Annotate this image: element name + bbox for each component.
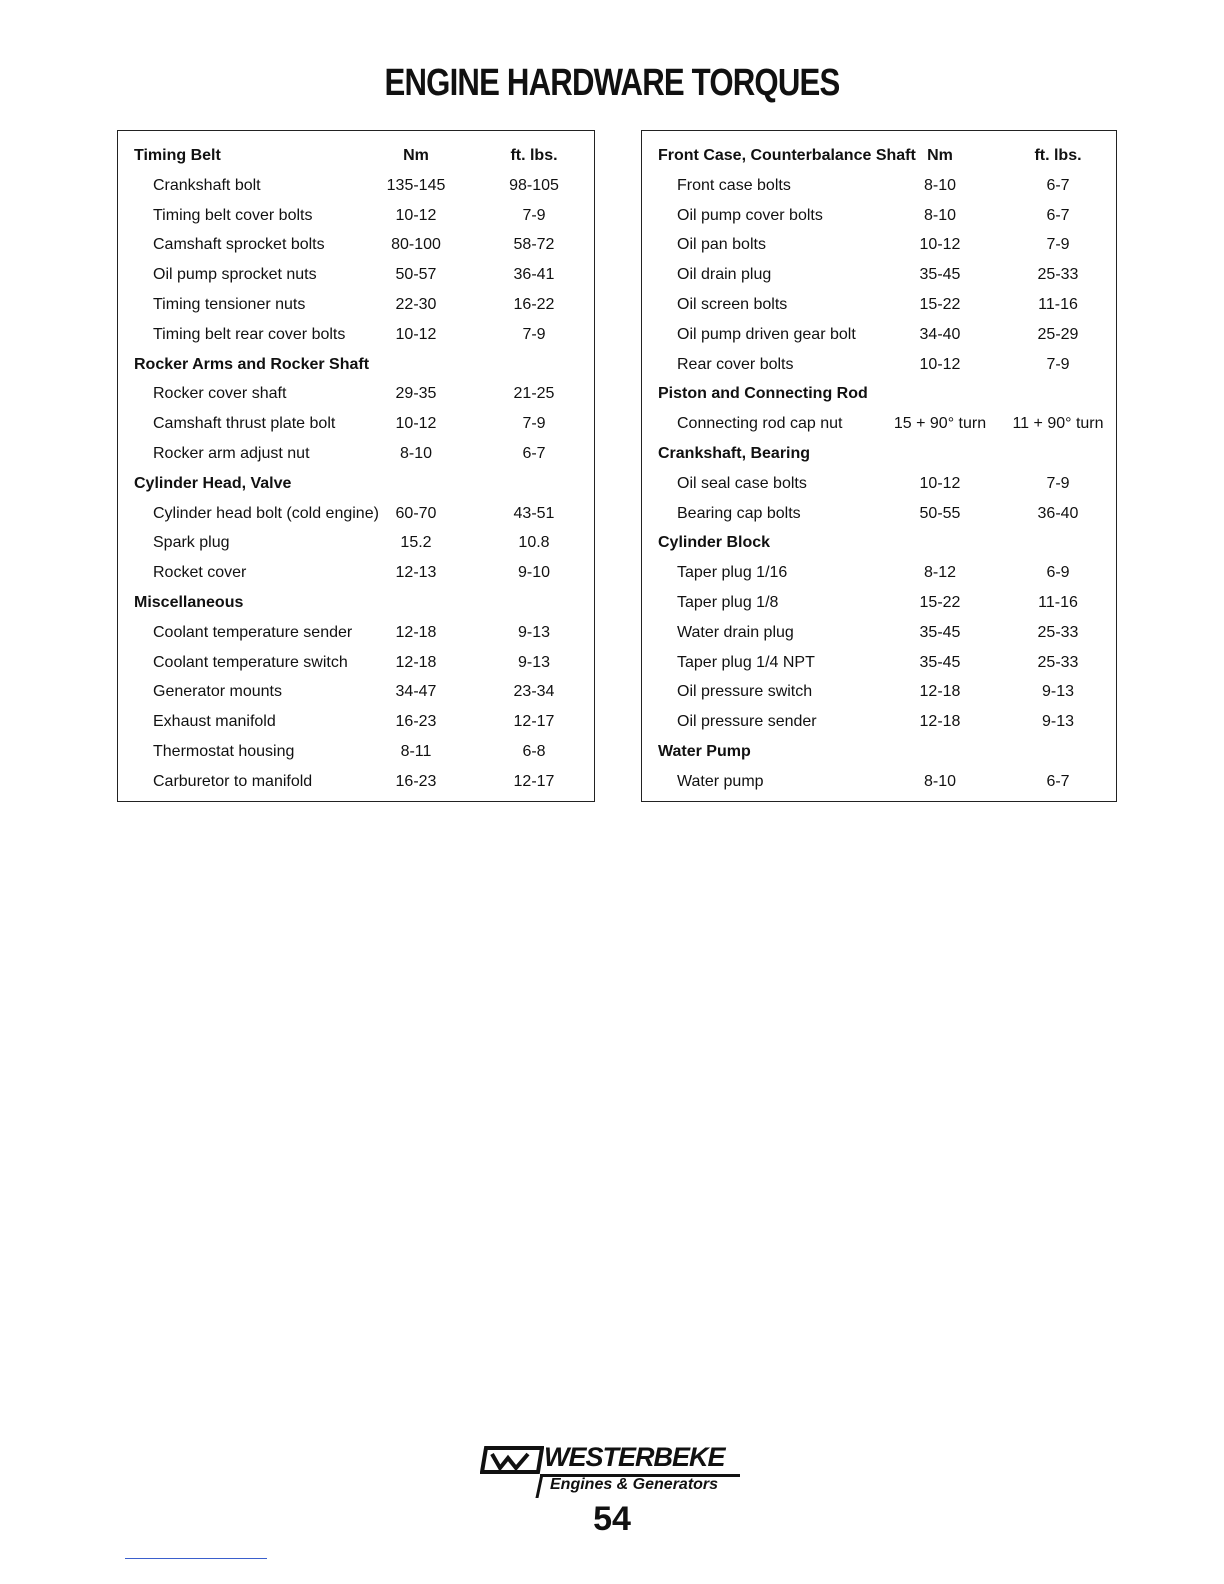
item-label: Oil drain plug	[677, 266, 772, 284]
ft-lbs-value: 7-9	[1046, 355, 1070, 373]
ft-lbs-value: 7-9	[522, 415, 546, 433]
item-label: Rocker arm adjust nut	[153, 444, 310, 462]
item-label: Taper plug 1/8	[677, 593, 779, 611]
nm-value: 50-57	[395, 266, 437, 284]
item-label: Exhaust manifold	[153, 713, 276, 731]
page-title: ENGINE HARDWARE TORQUES	[384, 62, 840, 104]
section-label: Cylinder Head, Valve	[134, 474, 292, 492]
item-label: Connecting rod cap nut	[677, 415, 843, 433]
section-header-row	[118, 469, 594, 499]
item-label: Water pump	[677, 772, 764, 790]
table-row	[118, 260, 594, 290]
item-label: Cylinder head bolt (cold engine)	[153, 504, 379, 522]
ft-lbs-value: ft. lbs.	[1034, 147, 1082, 164]
item-label: Oil pressure switch	[677, 683, 813, 701]
nm-value: 10-12	[395, 206, 437, 224]
table-row	[118, 290, 594, 320]
ft-lbs-value: 7-9	[522, 325, 546, 343]
nm-value: 35-45	[919, 653, 961, 671]
table-row	[118, 767, 594, 797]
item-label: Crankshaft bolt	[153, 176, 261, 194]
table-row	[118, 379, 594, 409]
ft-lbs-value: 25-33	[1037, 266, 1079, 284]
ft-lbs-value: 43-51	[513, 504, 555, 522]
ft-lbs-value: 7-9	[1046, 236, 1070, 254]
table-row	[118, 201, 594, 231]
item-label: Oil seal case bolts	[677, 474, 807, 492]
right-torque-table	[641, 130, 1117, 802]
table-row	[642, 618, 1116, 648]
ft-lbs-value: 6-9	[1046, 564, 1070, 582]
section-label: Front Case, Counterbalance Shaft	[658, 147, 916, 164]
nm-value: 8-10	[923, 772, 957, 790]
item-label: Water drain plug	[677, 623, 794, 641]
ft-lbs-value: 6-7	[1046, 206, 1070, 224]
item-label: Rocker cover shaft	[153, 385, 287, 403]
ft-lbs-value: 6-8	[522, 742, 546, 760]
nm-value: Nm	[403, 147, 429, 164]
item-label: Timing belt cover bolts	[153, 206, 313, 224]
ft-lbs-value: 9-13	[1041, 683, 1075, 701]
ft-lbs-value: 6-7	[1046, 176, 1070, 194]
table-row	[642, 499, 1116, 529]
ft-lbs-value: 16-22	[513, 295, 555, 313]
nm-value: 35-45	[919, 266, 961, 284]
section-header-row	[642, 141, 1116, 171]
item-label: Timing tensioner nuts	[153, 295, 306, 313]
logo-brand-text: WESTERBEKE	[544, 1442, 725, 1472]
item-label: Front case bolts	[677, 176, 791, 194]
section-header-row	[118, 588, 594, 618]
nm-value: Nm	[927, 147, 953, 164]
nm-value: 60-70	[395, 504, 437, 522]
ft-lbs-value: 7-9	[1046, 474, 1070, 492]
section-header-row	[118, 350, 594, 380]
nm-value: 8-10	[923, 206, 957, 224]
item-label: Carburetor to manifold	[153, 772, 313, 790]
nm-value: 10-12	[919, 236, 961, 254]
nm-value: 50-55	[919, 504, 961, 522]
table-row	[642, 171, 1116, 201]
footer-rule	[125, 1558, 267, 1559]
ft-lbs-value: 7-9	[522, 206, 546, 224]
ft-lbs-value: 98-105	[509, 176, 559, 194]
item-label: Timing belt rear cover bolts	[153, 325, 346, 343]
nm-value: 10-12	[919, 474, 961, 492]
nm-value: 29-35	[395, 385, 437, 403]
table-row	[118, 707, 594, 737]
item-label: Oil pump driven gear bolt	[677, 325, 856, 343]
table-row	[118, 230, 594, 260]
nm-value: 12-13	[395, 564, 437, 582]
nm-value: 15-22	[919, 593, 961, 611]
ft-lbs-value: 12-17	[513, 713, 555, 731]
item-label: Rocket cover	[153, 564, 247, 582]
section-label: Crankshaft, Bearing	[658, 444, 811, 462]
table-row	[118, 558, 594, 588]
table-row	[642, 201, 1116, 231]
table-row	[118, 439, 594, 469]
ft-lbs-value: 9-13	[517, 653, 551, 671]
nm-value: 10-12	[395, 415, 437, 433]
item-label: Oil screen bolts	[677, 295, 788, 313]
ft-lbs-value: 10.8	[518, 534, 550, 552]
nm-value: 12-18	[919, 713, 961, 731]
item-label: Rear cover bolts	[677, 355, 794, 373]
section-label: Piston and Connecting Rod	[658, 385, 868, 403]
ft-lbs-value: 9-13	[1041, 713, 1075, 731]
table-row	[118, 171, 594, 201]
table-row	[642, 677, 1116, 707]
table-row	[642, 648, 1116, 678]
table-row	[118, 320, 594, 350]
section-label: Rocker Arms and Rocker Shaft	[134, 355, 370, 373]
item-label: Taper plug 1/16	[677, 564, 788, 582]
nm-value: 80-100	[391, 236, 441, 254]
ft-lbs-value: 36-40	[1037, 504, 1079, 522]
ft-lbs-value: 6-7	[1046, 772, 1070, 790]
table-row	[118, 677, 594, 707]
ft-lbs-value: ft. lbs.	[510, 147, 558, 164]
item-label: Camshaft sprocket bolts	[153, 236, 325, 254]
nm-value: 16-23	[395, 772, 437, 790]
nm-value: 15.2	[400, 534, 432, 552]
ft-lbs-value: 9-13	[517, 623, 551, 641]
section-header-row	[118, 141, 594, 171]
nm-value: 15 + 90° turn	[893, 415, 987, 433]
table-row	[642, 409, 1116, 439]
ft-lbs-value: 6-7	[522, 444, 546, 462]
section-label: Miscellaneous	[134, 593, 244, 611]
item-label: Thermostat housing	[153, 742, 295, 760]
table-row	[642, 260, 1116, 290]
section-header-row	[642, 379, 1116, 409]
item-label: Oil pan bolts	[677, 236, 766, 254]
ft-lbs-value: 9-10	[517, 564, 551, 582]
section-label: Water Pump	[658, 742, 751, 760]
table-row	[118, 648, 594, 678]
table-row	[642, 320, 1116, 350]
item-label: Bearing cap bolts	[677, 504, 801, 522]
table-row	[642, 469, 1116, 499]
item-label: Camshaft thrust plate bolt	[153, 415, 336, 433]
ft-lbs-value: 11-16	[1038, 593, 1078, 611]
table-row	[118, 528, 594, 558]
section-label: Timing Belt	[134, 147, 221, 164]
ft-lbs-value: 58-72	[513, 236, 555, 254]
table-row	[118, 409, 594, 439]
ft-lbs-value: 23-34	[513, 683, 555, 701]
nm-value: 35-45	[919, 623, 961, 641]
westerbeke-logo	[480, 1442, 744, 1498]
logo-tagline: Engines & Generators	[550, 1476, 719, 1493]
item-label: Oil pump cover bolts	[677, 206, 823, 224]
table-row	[642, 588, 1116, 618]
ft-lbs-value: 21-25	[513, 385, 555, 403]
nm-value: 10-12	[395, 325, 437, 343]
table-row	[118, 737, 594, 767]
nm-value: 10-12	[919, 355, 961, 373]
nm-value: 8-10	[923, 176, 957, 194]
ft-lbs-value: 25-29	[1037, 325, 1079, 343]
nm-value: 135-145	[386, 176, 446, 194]
ft-lbs-value: 36-41	[513, 266, 555, 284]
table-row	[642, 230, 1116, 260]
table-row	[118, 618, 594, 648]
nm-value: 34-47	[395, 683, 437, 701]
nm-value: 8-10	[399, 444, 433, 462]
ft-lbs-value: 11 + 90° turn	[1012, 415, 1104, 433]
item-label: Oil pump sprocket nuts	[153, 266, 317, 284]
nm-value: 12-18	[919, 683, 961, 701]
item-label: Coolant temperature switch	[153, 653, 348, 671]
table-row	[642, 767, 1116, 797]
section-label: Cylinder Block	[658, 534, 771, 552]
section-header-row	[642, 528, 1116, 558]
item-label: Generator mounts	[153, 683, 282, 701]
section-header-row	[642, 439, 1116, 469]
nm-value: 34-40	[919, 325, 961, 343]
table-row	[642, 558, 1116, 588]
nm-value: 12-18	[395, 653, 437, 671]
nm-value: 16-23	[395, 713, 437, 731]
page-number: 54	[593, 1500, 631, 1538]
ft-lbs-value: 11-16	[1038, 295, 1078, 313]
ft-lbs-value: 12-17	[513, 772, 555, 790]
logo-stem	[535, 1474, 543, 1498]
nm-value: 22-30	[395, 295, 437, 313]
nm-value: 15-22	[919, 295, 961, 313]
nm-value: 12-18	[395, 623, 437, 641]
item-label: Taper plug 1/4 NPT	[677, 653, 815, 671]
w-emblem-icon	[480, 1442, 544, 1476]
left-torque-table	[117, 130, 595, 802]
ft-lbs-value: 25-33	[1037, 653, 1079, 671]
table-row	[642, 707, 1116, 737]
table-row	[118, 499, 594, 529]
nm-value: 8-11	[400, 742, 432, 760]
item-label: Coolant temperature sender	[153, 623, 353, 641]
section-header-row	[642, 737, 1116, 767]
item-label: Oil pressure sender	[677, 713, 817, 731]
ft-lbs-value: 25-33	[1037, 623, 1079, 641]
nm-value: 8-12	[923, 564, 957, 582]
table-row	[642, 290, 1116, 320]
item-label: Spark plug	[153, 534, 230, 552]
table-row	[642, 350, 1116, 380]
